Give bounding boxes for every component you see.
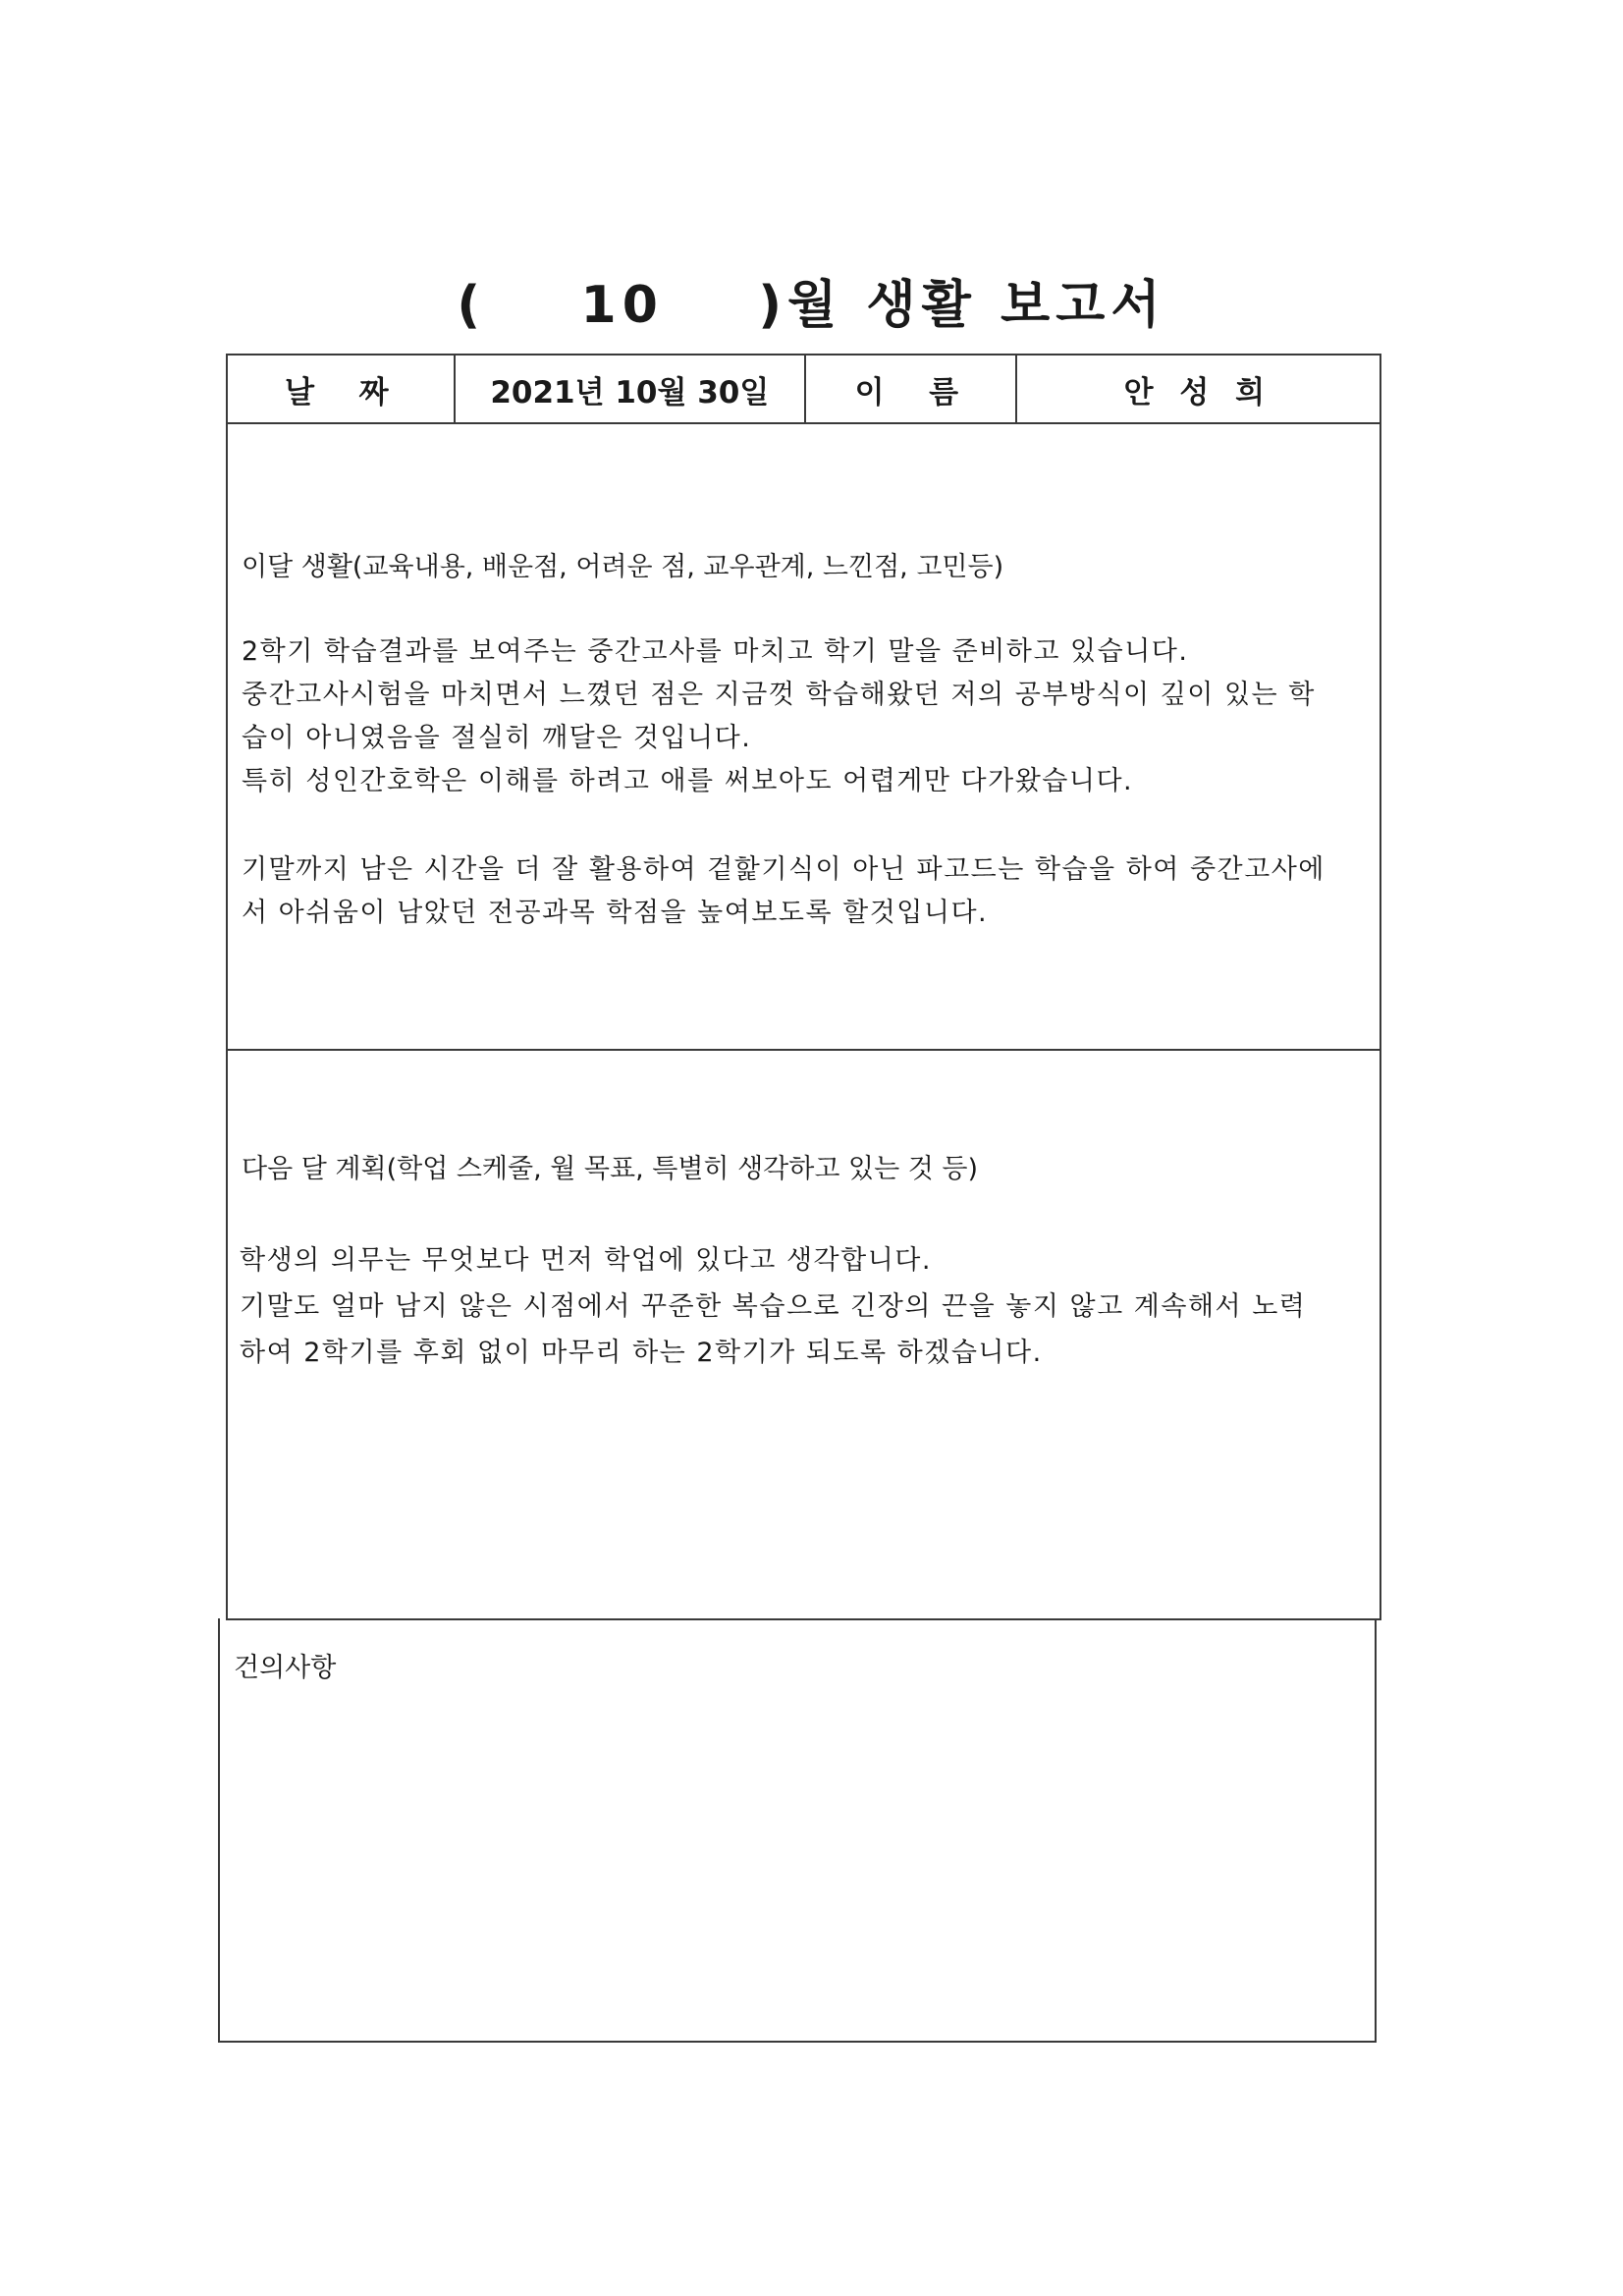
monthly-life-line: 특히 성인간호학은 이해를 하려고 애를 써보아도 어렵게만 다가왔습니다. — [242, 766, 1134, 796]
suggestions-section — [218, 1618, 1377, 2043]
next-month-plan-heading: 다음 달 계획(학업 스케줄, 월 목표, 특별히 생각하고 있는 것 등) — [242, 1154, 979, 1184]
monthly-life-line: 2학기 학습결과를 보여주는 중간고사를 마치고 학기 말을 준비하고 있습니다. — [242, 636, 1189, 667]
suggestions-heading: 건의사항 — [234, 1653, 337, 1683]
next-month-plan-line: 기말도 얼마 남지 않은 시점에서 꾸준한 복습으로 긴장의 끈을 놓지 않고 계속해서 노력 — [240, 1291, 1307, 1322]
name-value: 안 성 희 — [1123, 374, 1273, 410]
name-label: 이 름 — [806, 355, 1017, 422]
monthly-life-line: 서 아쉬움이 남았던 전공과목 학점을 높여보도록 할것입니다. — [242, 898, 989, 928]
next-month-plan-line: 하여 2학기를 후회 없이 마무리 하는 2학기가 되도록 하겠습니다. — [240, 1338, 1043, 1368]
date-value: 2021년 10월 30일 — [456, 355, 806, 422]
next-month-plan-line: 학생의 의무는 무엇보다 먼저 학업에 있다고 생각합니다. — [240, 1245, 932, 1276]
header-table — [226, 354, 1381, 424]
monthly-life-heading: 이달 생활(교육내용, 배운점, 어려운 점, 교우관계, 느낀점, 고민등) — [242, 552, 1004, 582]
monthly-life-line: 중간고사시험을 마치면서 느꼈던 점은 지금껏 학습해왔던 저의 공부방식이 깊이 있는 학 — [242, 680, 1316, 710]
monthly-life-line: 기말까지 남은 시간을 더 잘 활용하여 겉핥기식이 아닌 파고드는 학습을 하여 중간고사에 — [242, 854, 1325, 885]
monthly-life-line: 습이 아니였음을 절실히 깨달은 것입니다. — [242, 723, 752, 753]
date-label: 날 짜 — [228, 355, 456, 422]
page-title: ( 10 )월 생활 보고서 — [457, 276, 1166, 335]
